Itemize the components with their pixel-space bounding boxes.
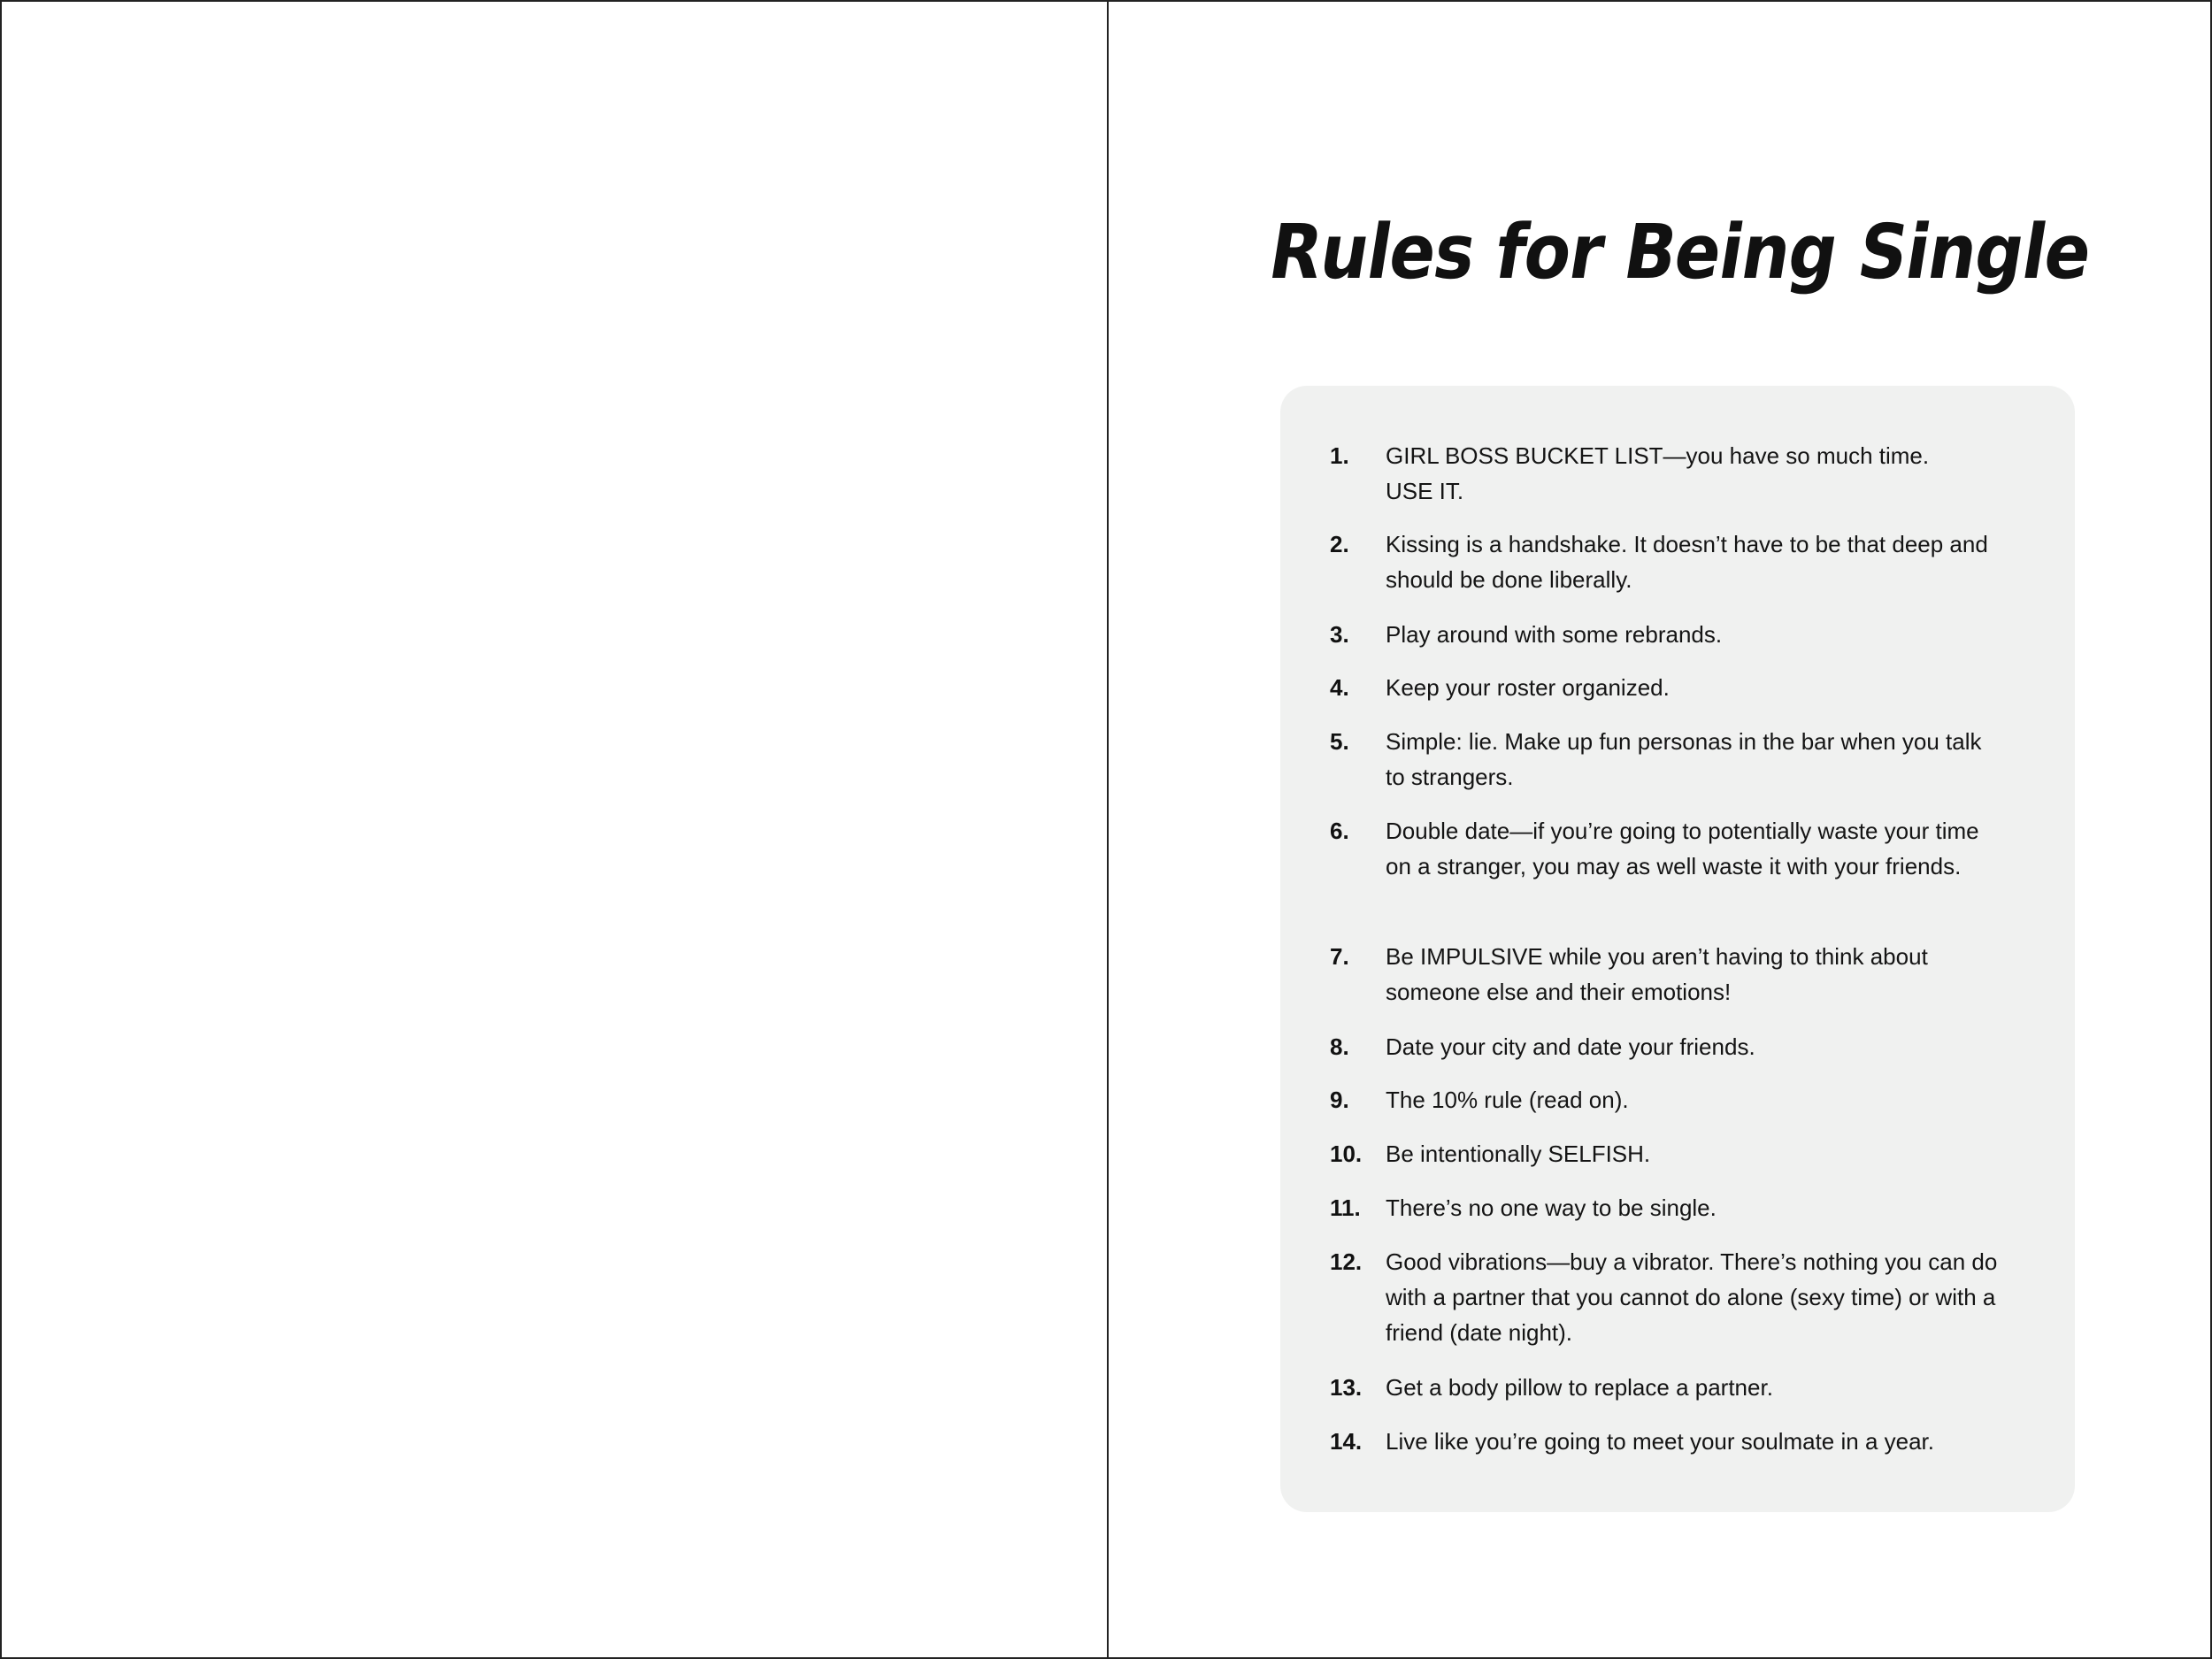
rule-text: Be intentionally SELFISH. [1386,1141,1651,1167]
rule-number: 1. [1330,442,1349,469]
rule-text: Double date—if you’re going to potentially waste your time on a stranger, you may as well waste it with your friends. [1386,818,1979,879]
rule-number: 12. [1330,1248,1363,1275]
right-page [1109,2,2212,1657]
rules-list-box [1280,386,2075,1512]
rule-number: 11. [1330,1194,1361,1221]
rule-text: Play around with some rebrands. [1386,621,1723,648]
rule-text: Be IMPULSIVE while you aren’t having to think about someone else and their emotions! [1386,943,1928,1005]
rule-text: The 10% rule (read on). [1386,1087,1629,1113]
rule-text: There’s no one way to be single. [1386,1194,1717,1221]
rule-text: Keep your roster organized. [1386,674,1670,701]
rule-number: 13. [1330,1374,1363,1401]
page-title-wrapper [2,207,2212,296]
rule-text: Simple: lie. Make up fun personas in the bar when you talk to strangers. [1386,728,1982,790]
rule-number: 4. [1330,674,1349,701]
rule-text: Date your city and date your friends. [1386,1033,1755,1060]
rule-text: Live like you’re going to meet your soulmate in a year. [1386,1428,1935,1455]
rule-number: 5. [1330,728,1349,755]
rule-number: 14. [1330,1428,1363,1455]
rule-number: 6. [1330,818,1349,844]
rule-number: 2. [1330,531,1349,557]
rule-text: Good vibrations—buy a vibrator. There’s nothing you can do with a partner that you cannot do alone (sexy time) or with a friend (date night). [1386,1248,1998,1346]
rule-number: 9. [1330,1087,1349,1113]
rule-number: 10. [1330,1141,1363,1167]
rule-number: 7. [1330,943,1349,970]
rule-number: 3. [1330,621,1349,648]
rule-text: Get a body pillow to replace a partner. [1386,1374,1773,1401]
rule-text: GIRL BOSS BUCKET LIST—you have so much time. USE IT. [1386,442,1930,504]
rule-text: Kissing is a handshake. It doesn’t have to be that deep and should be done liberally. [1386,531,1988,593]
page-title: Rules for Being Single [1263,207,2098,296]
rule-number: 8. [1330,1033,1349,1060]
